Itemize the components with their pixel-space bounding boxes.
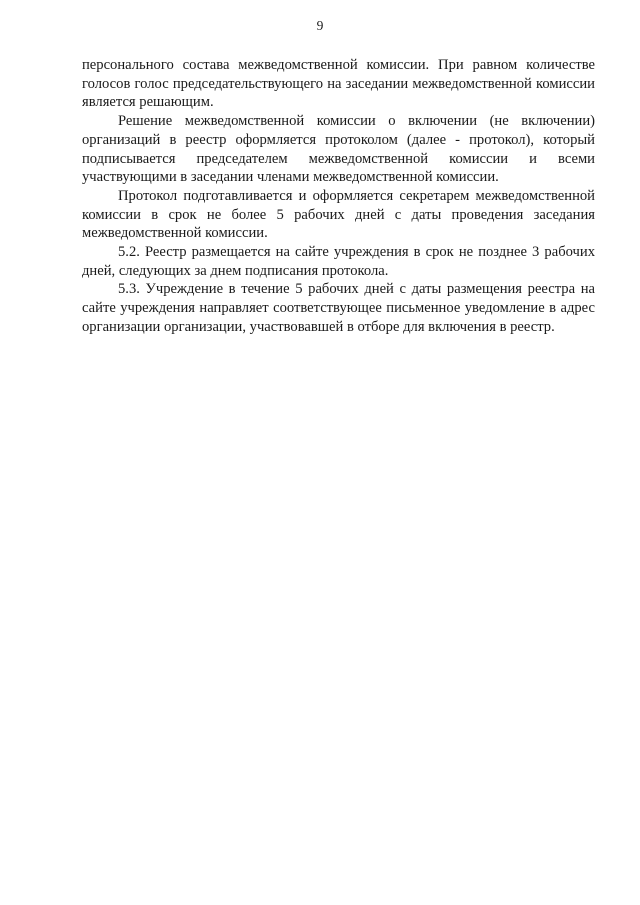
paragraph-protocol-preparation: Протокол подготавливается и оформляется секретарем межведомственной комиссии в срок не более 5 рабочих дней с даты проведения заседания межведомственной комиссии. [82, 187, 595, 242]
page-number: 9 [316, 18, 324, 33]
paragraph-decision-protocol: Решение межведомственной комиссии о включении (не включении) организаций в реестр оформляется протоколом (далее - протокол), который подписывается председателем межведомственной комиссии и всеми участвующими в заседании членами межведомственной комиссии. [82, 113, 595, 186]
document-body [82, 56, 595, 337]
paragraph-continuation: персонального состава межведомственной комиссии. При равном количестве голосов голос председательствующего на заседании межведомственной комиссии является решающим. [82, 57, 595, 111]
paragraph-5-3: 5.3. Учреждение в течение 5 рабочих дней с даты размещения реестра на сайте учреждения направляет соответствующее письменное уведомление в адрес организации организации, участвовавшей в отборе для включения в реестр. [82, 281, 595, 335]
paragraph-5-2: 5.2. Реестр размещается на сайте учреждения в срок не позднее 3 рабочих дней, следующих за днем подписания протокола. [82, 244, 595, 279]
